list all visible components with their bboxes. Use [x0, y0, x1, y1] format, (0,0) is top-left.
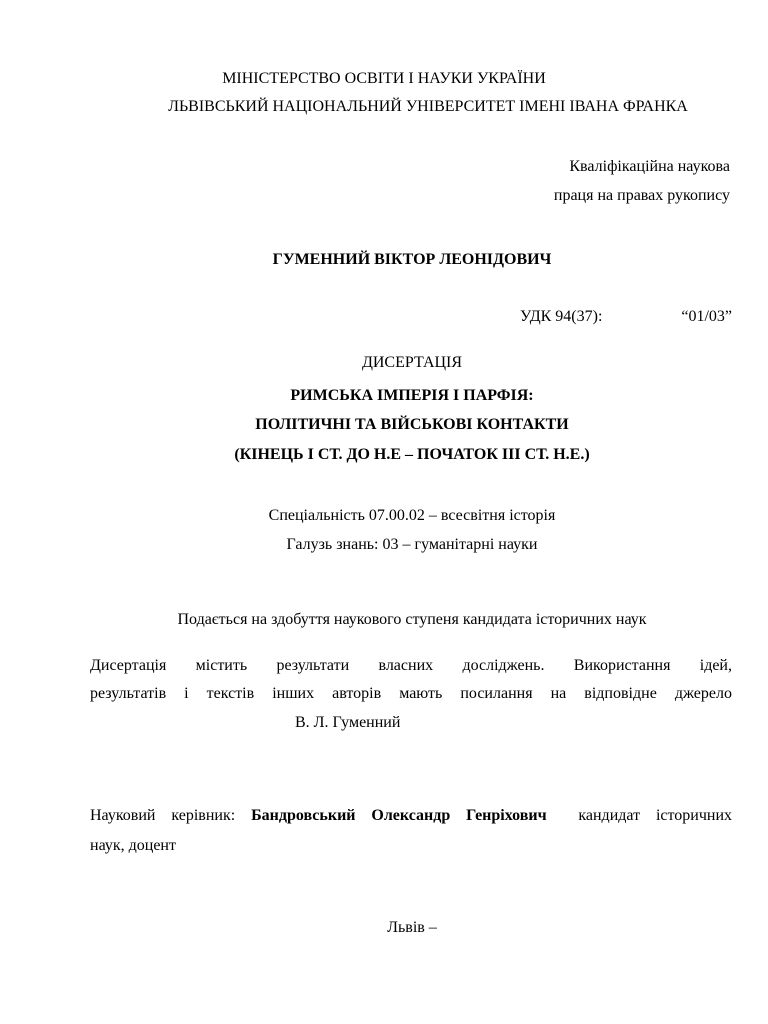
declaration-paragraph — [90, 652, 732, 708]
manuscript-note-line1: Кваліфікаційна наукова — [569, 158, 730, 175]
declaration-line1: Дисертація містить результати власних досліджень. Використання ідей, — [90, 657, 732, 674]
title-line1: РИМСЬКА ІМПЕРІЯ І ПАРФІЯ: — [290, 387, 534, 404]
supervisor-name: Бандровський Олександр Генріхович — [251, 807, 547, 824]
field-of-knowledge: Галузь знань: 03 – гуманітарні науки — [286, 536, 538, 553]
supervisor-title-part2: наук, доцент — [90, 837, 176, 854]
udk-code: УДК 94(37): — [520, 308, 603, 325]
supervisor-label: Науковий керівник: — [90, 807, 252, 824]
udk-number: “01/03” — [681, 308, 732, 325]
author-name: ГУМЕННИЙ ВІКТОР ЛЕОНІДОВИЧ — [272, 251, 552, 268]
degree-statement: Подається на здобуття наукового ступеня кандидата історичних наук — [177, 611, 647, 628]
specialty: Спеціальність 07.00.02 – всесвітня історія — [268, 507, 556, 524]
title-line2: ПОЛІТИЧНІ ТА ВІЙСЬКОВІ КОНТАКТИ — [255, 416, 569, 433]
city: Львів – — [387, 919, 437, 936]
supervisor-line1 — [90, 801, 732, 831]
ministry-heading: МІНІСТЕРСТВО ОСВІТИ І НАУКИ УКРАЇНИ — [222, 70, 546, 87]
document-type: ДИСЕРТАЦІЯ — [361, 354, 463, 371]
supervisor-block — [90, 801, 732, 861]
declaration-line2: результатів і текстів інших авторів мають посилання на відповідне джерело — [90, 685, 732, 702]
supervisor-title-part1: кандидат історичних — [546, 807, 733, 824]
declaration-signature: В. Л. Гуменний — [295, 714, 401, 731]
manuscript-note-line2: праця на правах рукопису — [553, 187, 730, 204]
university-heading: ЛЬВІВСЬКИЙ НАЦІОНАЛЬНИЙ УНІВЕРСИТЕТ ІМЕНІ ІВАНА ФРАНКА — [168, 98, 688, 115]
title-line3: (КІНЕЦЬ І СТ. ДО Н.Е – ПОЧАТОК ІІІ СТ. Н.Е.) — [234, 446, 590, 463]
